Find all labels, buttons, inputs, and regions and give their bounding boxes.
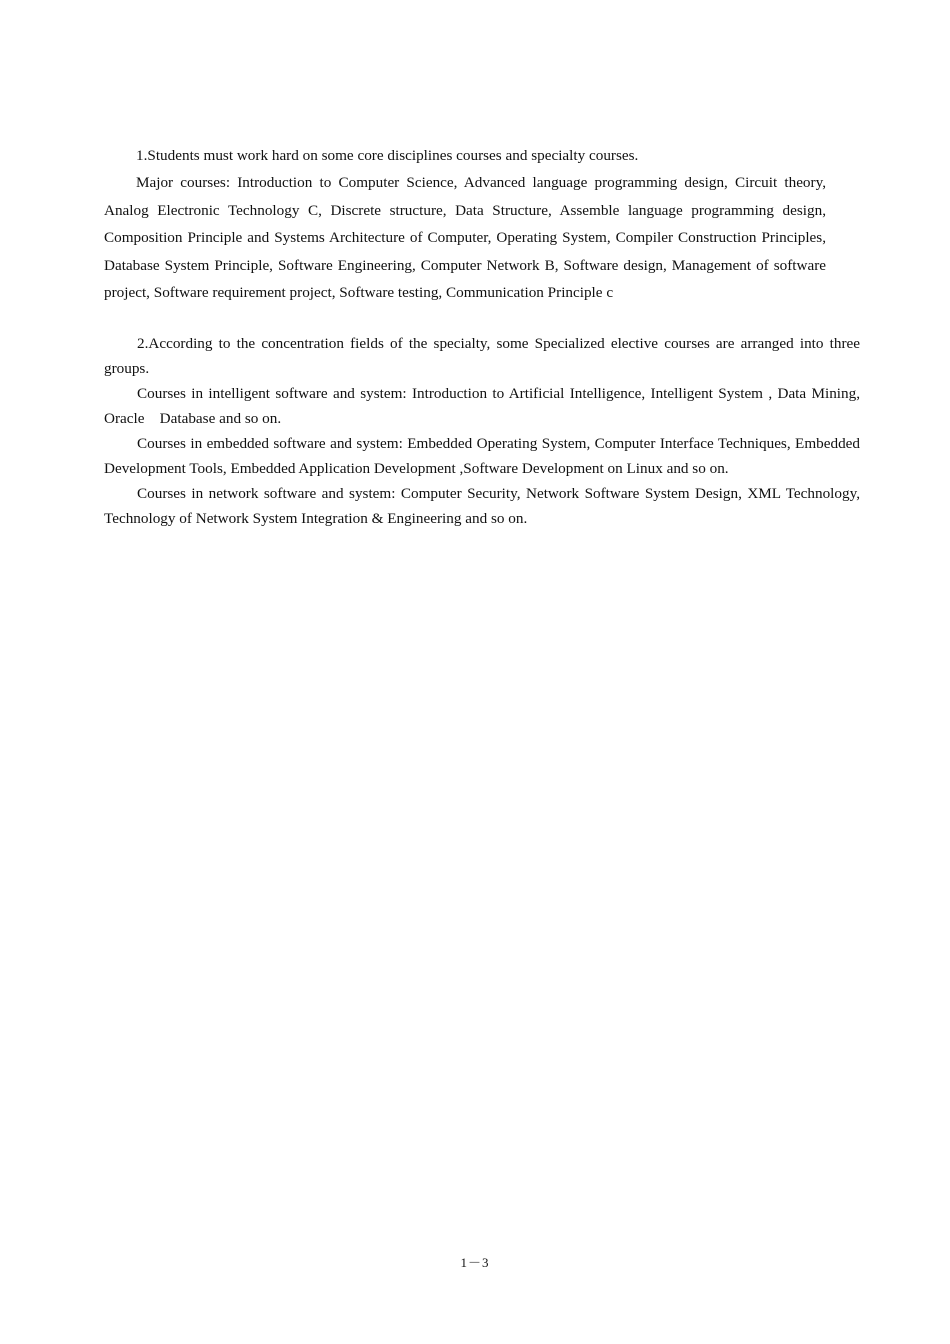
core-courses-heading: 1.Students must work hard on some core disciplines courses and specialty courses. xyxy=(136,147,639,164)
core-courses-section xyxy=(104,142,826,306)
major-courses-paragraph: Major courses: Introduction to Computer Science, Advanced language programming design, Circuit theory, Analog Electronic Technology C, Discrete structure, Data Structure, Assemble language programming design, Composition Principle and Systems Architecture of Computer, Operating System, Compiler Construction Principles, Database System Principle, Software Engineering, Computer Network B, Software design, Management of software project, Software requirement project, Software testing, Communication Principle c xyxy=(104,174,826,302)
page-number: 1－3 xyxy=(460,1255,490,1270)
network-software-group: Courses in network software and system: Computer Security, Network Software System Design, XML Technology, Technology of Network System Integration & Engineering and so on. xyxy=(104,485,860,527)
intelligent-software-group: Courses in intelligent software and system: Introduction to Artificial Intelligence, Intelligent System , Data Mining, Oracle Database and so on. xyxy=(104,385,860,427)
elective-courses-section xyxy=(104,331,860,531)
elective-courses-heading: 2.According to the concentration fields of the specialty, some Specialized elective courses are arranged into three groups. xyxy=(104,335,860,377)
embedded-software-group: Courses in embedded software and system: Embedded Operating System, Computer Interface Techniques, Embedded Development Tools, Embedded Application Development ,Software Development on Linux and so on. xyxy=(104,435,860,477)
